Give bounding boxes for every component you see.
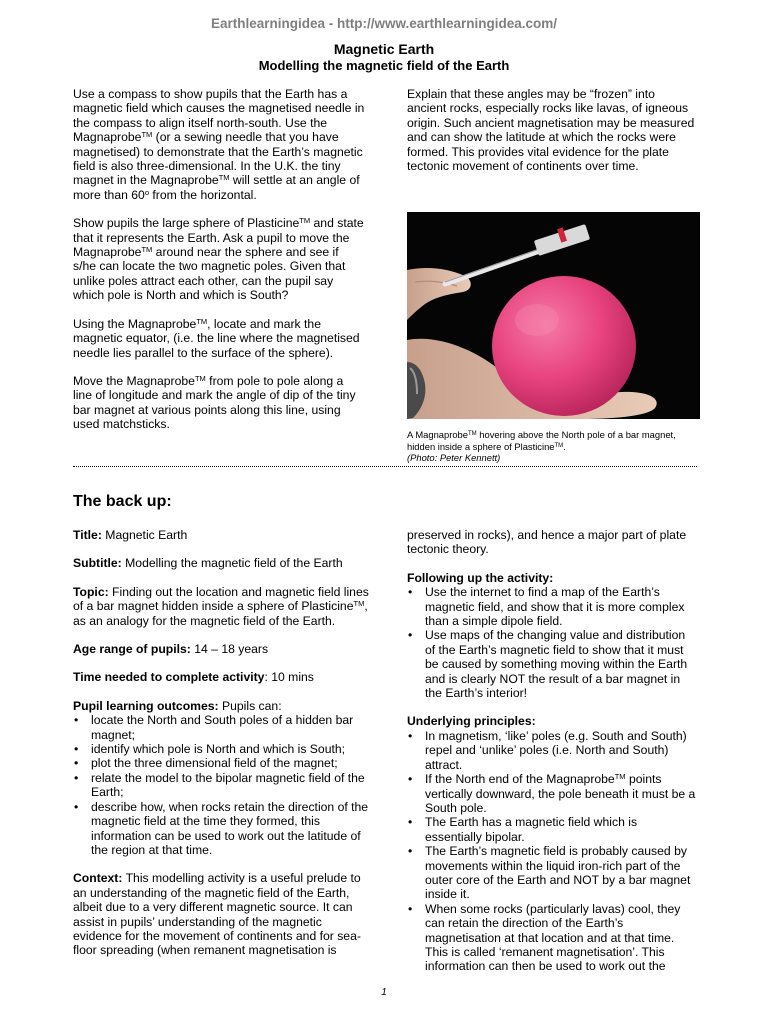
magnaprobe-photo bbox=[407, 212, 700, 419]
intro-paragraph: Explain that these angles may be “frozen” into ancient rocks, especially rocks like lavas, of igneous origin. Such ancient magnetisation may be measured and can show the latitude at which the rocks were formed. This provides vital evidence for the plate tectonic movement of continents over time. bbox=[407, 87, 695, 174]
list-item: • If the North end of the Magnaprobe™ points vertically downward, the pole beneath it must be a South pole. bbox=[407, 772, 697, 815]
list-item: • The Earth’s magnetic field is probably caused by movements within the liquid iron-rich part of the outer core of the Earth and NOT by a bar magnet inside it. bbox=[407, 844, 697, 902]
list-item: • locate the North and South poles of a hidden bar magnet; bbox=[73, 713, 369, 742]
intro-left-column bbox=[73, 87, 365, 446]
outcomes-field: Pupil learning outcomes: Pupils can: bbox=[73, 698, 282, 713]
following-up-list bbox=[407, 585, 697, 700]
list-item: • Use maps of the changing value and distribution of the Earth’s magnetic field to show that it must be caused by something moving within the Earth and is clearly NOT the result of a bar magnet in the Earth’s interior! bbox=[407, 628, 697, 700]
context-continuation: preserved in rocks), and hence a major part of plate tectonic theory. bbox=[407, 528, 687, 557]
caption-text: A Magnaprobe™ hovering above the North pole of a bar magnet, hidden inside a sphere of Plasticine™. bbox=[407, 429, 676, 452]
list-item: • identify which pole is North and which is South; bbox=[73, 742, 369, 756]
underlying-principles-heading: Underlying principles: bbox=[407, 714, 536, 729]
magnaprobe-photo-illustration bbox=[407, 212, 700, 419]
subtitle-field: Subtitle: Modelling the magnetic field of the Earth bbox=[73, 556, 343, 571]
photo-credit: (Photo: Peter Kennett) bbox=[407, 452, 501, 463]
intro-paragraph: Move the Magnaprobe™ from pole to pole along a line of longitude and mark the angle of dip of the tiny bar magnet at various points along this line, using used matchsticks. bbox=[73, 373, 356, 432]
list-item: • When some rocks (particularly lavas) cool, they can retain the direction of the Earth’s magnetisation at that location and at that time. This is called ‘remanent magnetisation’. This information can then be used to work out the bbox=[407, 902, 697, 974]
section-divider bbox=[73, 466, 697, 467]
list-item: • plot the three dimensional field of the magnet; bbox=[73, 756, 369, 770]
site-header: Earthlearningidea - http://www.earthlearningidea.com/ bbox=[210, 16, 558, 31]
age-range-field: Age range of pupils: 14 – 18 years bbox=[73, 642, 269, 657]
intro-right-column bbox=[407, 87, 697, 187]
backup-right-column bbox=[407, 528, 697, 988]
backup-heading: The back up: bbox=[73, 493, 172, 510]
time-needed-field: Time needed to complete activity: 10 mins bbox=[73, 670, 314, 685]
backup-left-column bbox=[73, 528, 369, 972]
outcomes-list bbox=[73, 713, 369, 857]
list-item: • In magnetism, ‘like’ poles (e.g. South and South) repel and ‘unlike’ poles (i.e. North and South) attract. bbox=[407, 729, 697, 772]
page-subtitle: Modelling the magnetic field of the Earth bbox=[258, 58, 510, 73]
context-field: Context: This modelling activity is a useful prelude to an understanding of the magnetic field of the Earth, albeit due to a very different magnetic source. It can assist in pupils’ understanding of the magnetic evidence for the movement of continents and for sea-floor spreading (when remanent magnetisation is bbox=[73, 871, 361, 958]
intro-paragraph: Show pupils the large sphere of Plasticine™ and state that it represents the Earth. Ask a pupil to move the Magnaprobe™ around near the sphere and see if s/he can locate the two magnetic poles. Given that unlike poles attract each other, can the pupil say which pole is North and which is South? bbox=[73, 216, 364, 303]
photo-caption bbox=[407, 429, 697, 464]
intro-paragraph: Using the Magnaprobe™, locate and mark the magnetic equator, (i.e. the line where the magnetised needle lies parallel to the surface of the sphere). bbox=[73, 316, 360, 360]
list-item: • describe how, when rocks retain the direction of the magnetic field at the time they formed, this information can be used to work out the latitude of the region at that time. bbox=[73, 800, 369, 858]
intro-paragraph: Use a compass to show pupils that the Earth has a magnetic field which causes the magnetised needle in the compass to align itself north-south. Use the Magnaprobe™ (or a sewing needle that you have magnetised) to demonstrate that the Earth’s magnetic field is also three-dimensional. In the U.K. the tiny magnet in the Magnaprobe™ will settle at an angle of more than 60$^o$ from the horizontal. bbox=[73, 87, 365, 202]
list-item: • Use the internet to find a map of the Earth’s magnetic field, and show that it is more complex than a simple dipole field. bbox=[407, 585, 697, 628]
page-number: 1 bbox=[381, 987, 387, 998]
page-title: Magnetic Earth bbox=[333, 41, 435, 57]
title-field: Title: Magnetic Earth bbox=[73, 528, 188, 542]
topic-field: Topic: Finding out the location and magnetic field lines of a bar magnet hidden inside a sphere of Plasticine™, as an analogy for the magnetic field of the Earth. bbox=[73, 584, 369, 628]
list-item: • The Earth has a magnetic field which is essentially bipolar. bbox=[407, 815, 697, 844]
following-up-heading: Following up the activity: bbox=[407, 570, 554, 585]
principles-list bbox=[407, 729, 697, 974]
list-item: • relate the model to the bipolar magnetic field of the Earth; bbox=[73, 771, 369, 800]
